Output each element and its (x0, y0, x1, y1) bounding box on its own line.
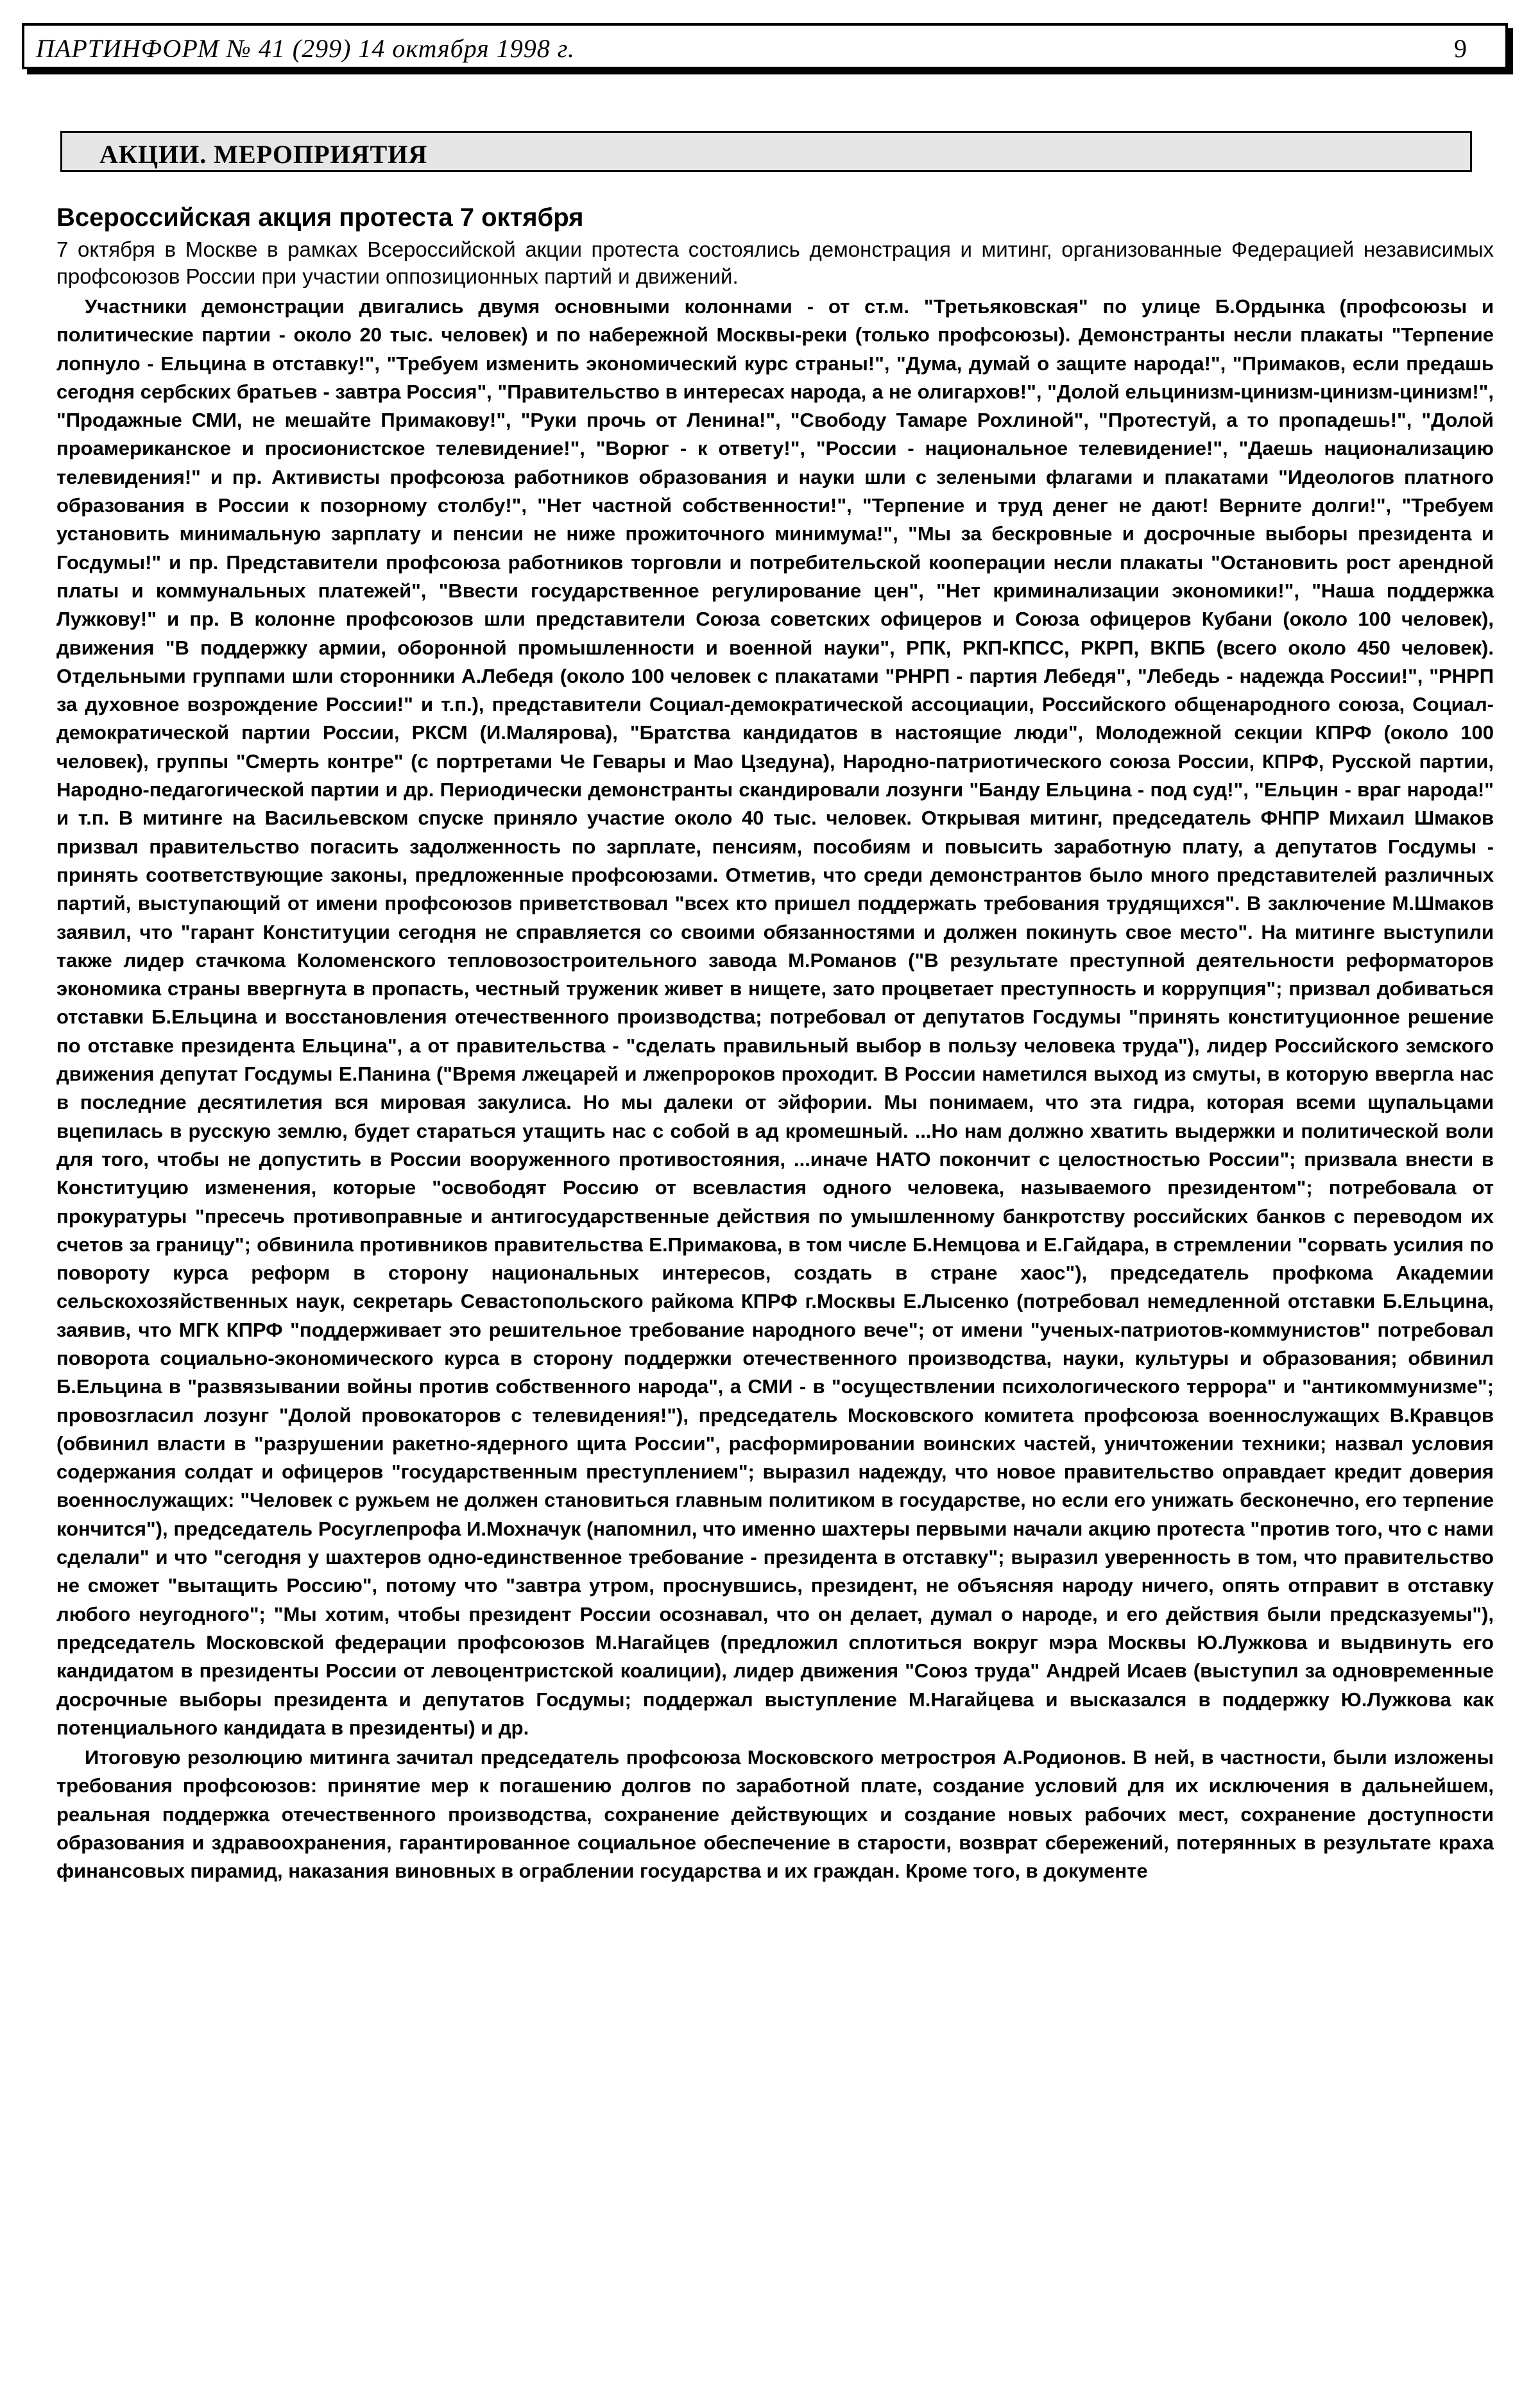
article-paragraph-1: Участники демонстрации двигались двумя основными колоннами - от ст.м. "Третьяковская" по улице Б.Ордынка (профсоюзы и политические партии - около 20 тыс. человек) и по набережной Москвы-реки (только профсоюзы). Демонстранты несли плакаты "Терпение лопнуло - Ельцина в отставку!", "Требуем изменить экономический курс страны!", "Дума, думай о защите народа!", "Примаков, если предашь сегодня сербских братьев - завтра Россия", "Правительство в интересах народа, а не олигархов!", "Долой ельцинизм-цинизм-цинизм-цинизм!", "Продажные СМИ, не мешайте Примакову!", "Руки прочь от Ленина!", "Свободу Тамаре Рохлиной", "Протестуй, а то пропадешь!", "Долой проамериканское и просионистское телевидение!", "Ворюг - к ответу!", "России - национальное телевидение!", "Даешь национализацию телевидения!" и пр. Активисты профсоюза работников образования и науки шли с зелеными флагами и плакатами "Идеологов платного образования в России к позорному столбу!", "Нет частной собственности!", "Терпение и труд денег не дают! Верните долги!", "Требуем установить минимальную зарплату и пенсии не ниже прожиточного минимума!", "Мы за бескровные и досрочные выборы президента и Госдумы!" и пр. Представители профсоюза работников торговли и потребительской кооперации несли плакаты "Остановить рост арендной платы и коммунальных платежей", "Ввести государственное регулирование цен", "Нет криминализации экономики!", "Наша поддержка Лужкову!" и пр. В колонне профсоюзов шли представители Союза советских офицеров и Союза офицеров Кубани (около 100 человек), движения "В поддержку армии, оборонной промышленности и военной науки", РПК, РКП-КПСС, РКРП, ВКПБ (всего около 450 человек). Отдельными группами шли сторонники А.Лебедя (около 100 человек с плакатами "РНРП - партия Лебедя", "Лебедь - надежда России!", "РНРП за духовное возрождение России!" и т.п.), представители Социал-демократической ассоциации, Российского общенародного союза, Социал-демократической партии России, РКСМ (И.Малярова), "Братства кандидатов в настоящие люди", Молодежной секции КПРФ (около 100 человек), группы "Смерть контре" (с портретами Че Гевары и Мао Цзедуна), Народно-патриотического союза России, КПРФ, Русской партии, Народно-педагогической партии и др. Периодически демонстранты скандировали лозунги "Банду Ельцина - под суд!", "Ельцин - враг народа!" и т.п. В митинге на Васильевском спуске приняло участие около 40 тыс. человек. Открывая митинг, председатель ФНПР Михаил Шмаков призвал правительство погасить задолженность по зарплате, пенсиям, пособиям и повысить заработную плату, а депутатов Госдумы - принять соответствующие законы, предложенные профсоюзами. Отметив, что среди демонстрантов было много представителей различных партий, выступающий от имени профсоюзов приветствовал "всех кто пришел поддержать требования трудящихся". В заключение М.Шмаков заявил, что "гарант Конституции сегодня не справляется со своими обязанностями и должен покинуть свое место". На митинге выступили также лидер стачкома Коломенского тепловозостроительного завода М.Романов ("В результате преступной деятельности реформаторов экономика страны ввергнута в пропасть, честный труженик живет в нищете, зато процветает преступность и коррупция"; призвал добиваться отставки Б.Ельцина и восстановления отечественного производства; потребовал от депутатов Госдумы "принять конституционное решение по отставке президента Ельцина", а от правительства - "сделать правильный выбор в пользу человека труда"), лидер Российского земского движения депутат Госдумы Е.Панина ("Время лжецарей и лжепророков проходит. В России наметился выход из смуты, в которую ввергла нас в последние десятилетия вся мировая закулиса. Но мы далеки от эйфории. Мы понимаем, что эта гидра, которая всеми щупальцами вцепилась в русскую землю, будет стараться утащить нас с собой в ад кромешный. ...Но нам должно хватить выдержки и политической воли для того, чтобы не допустить в России вооруженного противостояния, ...иначе НАТО покончит с целостностью России"; призвала внести в Конституцию изменения, которые "освободят Россию от всевластия одного человека, называемого президентом"; потребовала от прокуратуры "пресечь противоправные и антигосударственные действия по умышленному банкротству российских банков с переводом их счетов за границу"; обвинила противников правительства Е.Примакова, в том числе Б.Немцова и Е.Гайдара, в стремлении "сорвать усилия по повороту курса реформ в сторону национальных интересов, создать в стране хаос"), председатель профкома Академии сельскохозяйственных наук, секретарь Севастопольского райкома КПРФ г.Москвы Е.Лысенко (потребовал немедленной отставки Б.Ельцина, заявив, что МГК КПРФ "поддерживает это решительное требование народного вече"; от имени "ученых-патриотов-коммунистов" потребовал поворота социально-экономического курса в сторону поддержки отечественного производства, науки, культуры и образования; обвинил Б.Ельцина в "развязывании войны против собственного народа", а СМИ - в "осуществлении психологического террора" и "антикоммунизме"; провозгласил лозунг "Долой провокаторов с телевидения!"), председатель Московского комитета профсоюза военнослужащих В.Кравцов (обвинил власти в "разрушении ракетно-ядерного щита России", расформировании воинских частей, уничтожении техники; назвал условия содержания солдат и офицеров "государственным преступлением"; выразил надежду, что новое правительство оправдает кредит доверия военнослужащих: "Человек с ружьем не должен становиться главным политиком в государстве, но если его унижать бесконечно, его терпение кончится"), председатель Росуглепрофа И.Мохначук (напомнил, что именно шахтеры первыми начали акцию протеста "против того, что с нами сделали" и что "сегодня у шахтеров одно-единственное требование - президента в отставку"; выразил уверенность в том, что правительство не сможет "вытащить Россию", потому что "завтра утром, проснувшись, президент, не объясняя народу ничего, опять отправит в отставку любого неугодного"; "Мы хотим, чтобы президент России осознавал, что он делает, думал о народе, и его действия были предсказуемы"), председатель Московской федерации профсоюзов М.Нагайцев (предложил сплотиться вокруг мэра Москвы Ю.Лужкова и выдвинуть его кандидатом в президенты России от левоцентристской коалиции), лидер движения "Союз труда" Андрей Исаев (выступил за одновременные досрочные выборы президента и депутатов Госдумы; поддержал выступление М.Нагайцева и высказался в поддержку Ю.Лужкова как потенциального кандидата в президенты) и др. (56, 295, 1494, 1739)
article (56, 203, 1494, 1886)
article-lead: 7 октября в Москве в рамках Всероссийской акции протеста состоялись демонстрация и митинг, организованные Федерацией независимых профсоюзов России при участии оппозиционных партий и движений. (56, 237, 1494, 288)
page-header (22, 23, 1508, 69)
article-title: Всероссийская акция протеста 7 октября (56, 203, 584, 232)
publication-title: ПАРТИНФОРМ № 41 (299) 14 октября 1998 г. (36, 34, 575, 63)
section-banner (60, 131, 1472, 172)
article-paragraph-2: Итоговую резолюцию митинга зачитал председатель профсоюза Московского метростроя А.Родионов. В ней, в частности, были изложены требования профсоюзов: принятие мер к погашению долгов по заработной плате, создание условий для их исключения в дальнейшем, реальная поддержка отечественного производства, сохранение действующих и создание новых рабочих мест, сохранение доступности образования и здравоохранения, гарантированное социальное обеспечение в старости, возврат сбережений, потерянных в результате краха финансовых пирамид, наказания виновных в ограблении государства и их граждан. Кроме того, в документе (56, 1746, 1494, 1883)
section-title: АКЦИИ. МЕРОПРИЯТИЯ (99, 140, 428, 169)
page-number: 9 (1454, 34, 1467, 63)
